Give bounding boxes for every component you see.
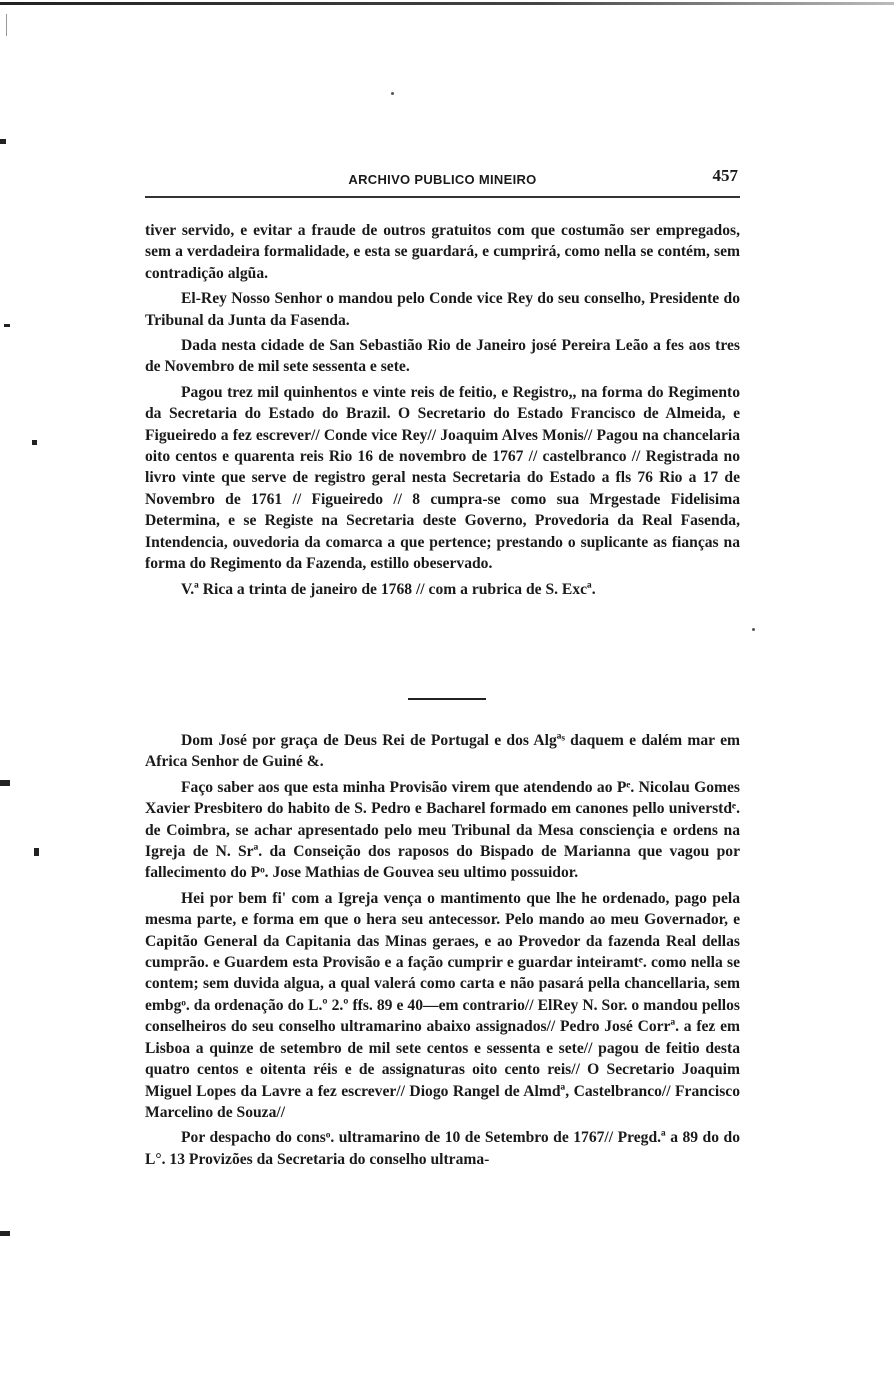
running-title: ARCHIVO PUBLICO MINEIRO	[348, 172, 537, 187]
paragraph: Faço saber aos que esta minha Provisão virem que atendendo ao Pᵉ. Nicolau Gomes Xavier Presbitero do habito de S. Pedro e Bacharel formado em canones pello universtdᵉ. de Coimbra, se achar apresentado pelo meu Tribunal da Mesa consciençia e ordens na Igreja de N. Srª. da Conseição dos raposos do Bispado de Marianna que vagou por fallecimento do Pᵒ. Jose Mathias de Gouvea seu ultimo possuidor.	[145, 778, 740, 882]
paragraph: Dom José por graça de Deus Rei de Portugal e dos Algªˢ daquem e dalém mar em Africa Senhor de Guiné &.	[145, 732, 740, 771]
scan-speck	[391, 92, 394, 95]
paragraph: El-Rey Nosso Senhor o mandou pelo Conde vice Rey do seu conselho, Presidente do Tribunal da Junta da Fasenda.	[145, 290, 740, 329]
running-header	[145, 166, 740, 192]
paragraph: tiver servido, e evitar a fraude de outros gratuitos com que costumão ser empregados, sem a verdadeira formalidade, e esta se guardará, e cumprirá, como nella se contém, sem contradição algũa.	[145, 222, 740, 282]
paragraph: V.ª Rica a trinta de janeiro de 1768 // com a rubrica de S. Excª.	[181, 580, 596, 598]
paragraph: Pagou trez mil quinhentos e vinte reis de feitio, e Registro,, na forma do Regimento da Secretaria do Estado do Brazil. O Secretario do Estado Francisco de Almeida, e Figueiredo a fez escrever// Conde vice Rey// Joaquim Alves Monis// Pagou na chancelaria oito centos e quarenta reis Rio 16 de novembro de 1767 // castelbranco // Registrada no livro vinte que serve de registro geral nesta Secretaria do Estado a fls 76 Rio a 17 de Novembro de 1761 // Figueiredo // 8 cumpra-se como sua Mrgestade Fidelisima Determina, e se Registe na Secretaria deste Governo, Provedoria da Real Fasenda, Intendencia, ouvedoria da comarca a que pertence; prestando o suplicante as fianças na forma do Regimento da Fazenda, estillo obeservado.	[145, 383, 740, 573]
document-section-2	[145, 730, 740, 1174]
margin-mark	[0, 139, 6, 144]
paragraph: Por despacho do consᵒ. ultramarino de 10 de Setembro de 1767// Pregd.ª a 89 do do L°. 13 Provizões da Secretaria do conselho ultrama-	[145, 1129, 740, 1168]
margin-mark	[0, 1231, 10, 1236]
page-top-edge	[0, 2, 894, 5]
section-divider	[408, 698, 486, 700]
header-rule	[145, 196, 740, 198]
margin-mark	[32, 440, 37, 445]
page-number: 457	[712, 166, 738, 185]
margin-mark	[4, 324, 10, 327]
margin-mark	[0, 780, 10, 786]
paragraph: Dada nesta cidade de San Sebastião Rio de Janeiro josé Pereira Leão a fes aos tres de Novembro de mil sete sessenta e sete.	[145, 337, 740, 376]
paragraph: Hei por bem fi' com a Igreja vença o mantimento que lhe he ordenado, pago pela mesma parte, e forma em que o hera seu antecessor. Pelo mando ao meu Governador, e Capitão General da Capitania das Minas geraes, e ao Provedor da fazenda Real dellas cumprão. e Guardem esta Provisão e a fação cumprir e guardar inteiramtᵉ. como nella se contem; sem duvida algua, a qual valerá como carta e não pasará pella chancellaria, sem embgᵒ. da ordenação do L.º 2.º ffs. 89 e 40—em contrario// ElRey N. Sor. o mandou pellos conselheiros do seu conselho ultramarino abaixo assignados// Pedro José Corrª. a fez em Lisboa a quinze de setembro de mil sete centos e sessenta e sete// pagou de feitio desta quatro centos e oitenta réis e de assignaturas oito cento reis// O Secretario Joaquim Miguel Lopes da Lavre a fez escrever// Diogo Rangel de Almdª, Castelbranco// Francisco Marcelino de Souza//	[145, 889, 740, 1121]
margin-mark	[34, 848, 39, 856]
document-section-1	[145, 220, 740, 604]
margin-mark	[6, 14, 7, 36]
scan-speck	[752, 628, 755, 631]
